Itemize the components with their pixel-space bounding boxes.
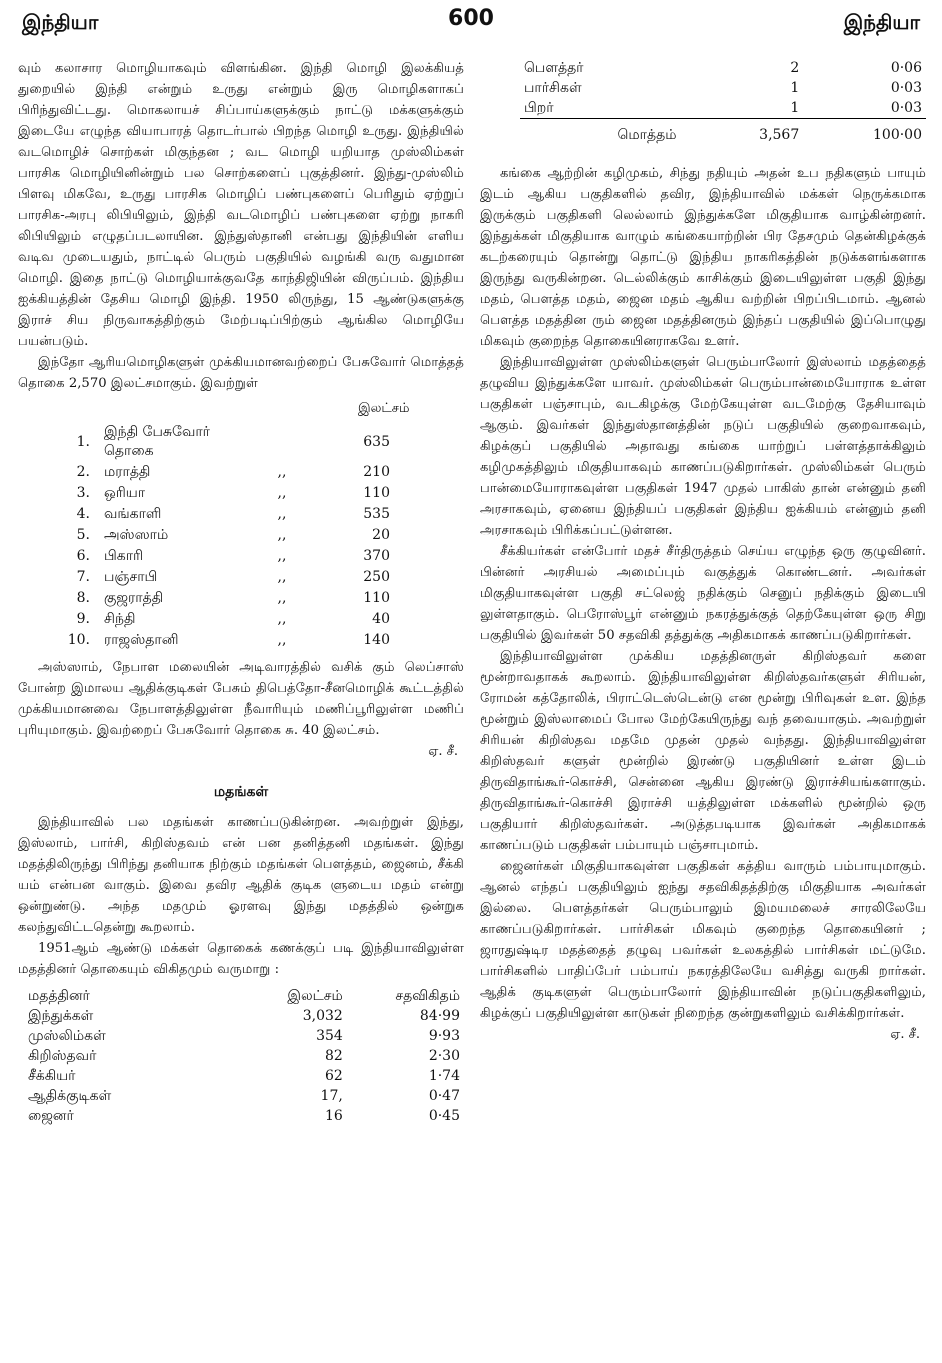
speaker-count: 20 xyxy=(372,527,390,543)
column-header: மதத்தினர் xyxy=(28,988,90,1004)
religion-table-continued xyxy=(520,58,926,145)
table-row xyxy=(48,546,394,567)
ditto-mark: ,, xyxy=(277,506,287,522)
religion-name: பிறர் xyxy=(524,100,554,116)
left-column xyxy=(18,58,464,1126)
ditto-mark: ,, xyxy=(277,632,287,648)
table-row xyxy=(24,1006,464,1026)
table-row xyxy=(48,483,394,504)
language-name: வங்காளி xyxy=(104,506,162,522)
religion-percent: 0·47 xyxy=(428,1088,460,1104)
ditto-mark: ,, xyxy=(277,611,287,627)
religion-name: ஜைனர் xyxy=(28,1108,74,1124)
running-head-left: இந்தியா xyxy=(22,10,99,34)
religion-count: 1 xyxy=(790,100,800,116)
right-column xyxy=(480,58,926,1045)
table-row xyxy=(48,462,394,483)
language-name: குஜராத்தி xyxy=(104,590,164,606)
religion-name: சீக்கியர் xyxy=(28,1068,76,1084)
table-row xyxy=(48,630,394,651)
speaker-count: 535 xyxy=(363,506,390,522)
paragraph: இந்தோ ஆரியமொழிகளுள் முக்கியமானவற்றைப் பேசுவோர் மொத்தத் தொகை 2,570 இலட்சமாகும். இவற்றுள் xyxy=(18,355,464,391)
table-row xyxy=(520,58,926,78)
row-number: 10. xyxy=(67,632,90,648)
religion-percent: 0·45 xyxy=(428,1108,460,1124)
row-number: 9. xyxy=(76,611,90,627)
ditto-mark: ,, xyxy=(277,548,287,564)
speaker-count: 635 xyxy=(363,433,390,450)
language-name: சிந்தி xyxy=(104,611,136,627)
language-name: இந்தி பேசுவோர் தொகை xyxy=(104,424,210,459)
row-number: 5. xyxy=(76,527,90,543)
speaker-count: 40 xyxy=(372,611,390,627)
table-row xyxy=(24,1106,464,1126)
religion-name: பார்சிகள் xyxy=(524,80,582,96)
table-row xyxy=(24,1086,464,1106)
religion-count: 17, xyxy=(320,1088,343,1104)
paragraph: இந்தியாவிலுள்ள முக்கிய மதத்தினருள் கிறிஸ்தவர் களை மூன்றாவதாகக் கூறலாம். இந்தியாவிலுள்ள கிறிஸ்தவர்களுள் சிரியன், ரோமன் கத்தோலிக், பிராட்டெஸ்டென்டு என மூன்று பிரிவுகள் உள. இந்த மூன்றும் இஸ்லாமைப் போல மேற்கேயிருந்து வந் தவையாகும். அவற்றுள் சிரியன் கிறிஸ்தவ மதமே முதன் முதல் வந்தது. இந்தியாவிலுள்ள கிறிஸ்தவர் களுள் மூன்றில் இரண்டு பகுதியினர் உள்ள இடம் திருவிதாங்கூர்-கொச்சி, சென்னை ஆகிய இரண்டு இராச்சியங்களாகும். திருவிதாங்கூர்-கொச்சி இராச்சி யத்திலுள்ள மக்களில் மூன்றில் ஒரு பகுதியார் கிறிஸ்தவர்கள். அடுத்தபடியாக இவர்கள் அதிகமாகக் காணப்படும் பகுதிகள் பம்பாயும் பஞ்சாபுமாம். xyxy=(480,649,926,853)
paragraph: வும் கலாசார மொழியாகவும் விளங்கின. இந்தி மொழி இலக்கியத் துறையில் இந்தி என்றும் உருது என்றும் இரு மொழிகளாகப் பிரிந்துவிட்டது. மொகலாயச் சிப்பாய்களுக்கும் நாட்டு மக்களுக்கும் இடையே எழுந்த வியாபாரத் தொடர்பால் பிறந்த மொழி உருது. இந்தியில் வடமொழிச் சொற்கள் மிகுந்தன ; வட மொழி யறியாத முஸ்லிம்கள் பாரசிக மொழியினின்றும் பல சொற்களைப் புகுத்தினர். இந்து-முஸ்லிம் பிளவு மிகவே, உருது பாரசிக மொழிப் பண்புகளைப் பெரிதும் ஏற்றுப் பாரசிக-அரபு லிபியிலும், இந்தி வடமொழிப் பண்புகளை ஏற்று நாகரி லிபியிலும் எழுதப்படலாயின. இந்துஸ்தானி என்பது இந்தியின் எளிய வடிவ முடையதும், நாட்டில் பெரும் பகுதியில் வழங்கி வரு வதுமான மொழி. இதை நாட்டு மொழியாக்குவதே காந்திஜியின் விருப்பம். இந்திய ஐக்கியத்தின் தேசிய மொழி இந்தி. 1950 லிருந்து, 15 ஆண்டுகளுக்கு இராச் சிய நிருவாகத்திற்கும் மேற்படிப்பிற்கும் ஆங்கில மொழியே பயன்படும். xyxy=(18,61,464,349)
religion-percent: 2·30 xyxy=(428,1048,460,1064)
table-header-row xyxy=(24,986,464,1006)
column-header: இலட்சம் xyxy=(287,988,343,1004)
ditto-mark: ,, xyxy=(277,527,287,543)
total-label: மொத்தம் xyxy=(520,119,690,146)
section-title: மதங்கள் xyxy=(213,784,269,800)
religion-name: இந்துக்கள் xyxy=(28,1008,94,1024)
speaker-count: 110 xyxy=(363,590,390,606)
table-row xyxy=(48,567,394,588)
table-row xyxy=(24,1066,464,1086)
ditto-mark: ,, xyxy=(277,569,287,585)
table-row xyxy=(48,609,394,630)
ditto-mark xyxy=(248,422,316,462)
author-signature: ஏ. சீ. xyxy=(890,1027,920,1042)
religion-count: 1 xyxy=(790,80,800,96)
religion-name: பௌத்தர் xyxy=(524,60,584,76)
language-name: ராஜஸ்தானி xyxy=(104,632,179,648)
religion-count: 62 xyxy=(324,1068,343,1084)
row-number: 8. xyxy=(76,590,90,606)
religion-table xyxy=(24,986,464,1126)
row-number: 7. xyxy=(76,569,90,585)
column-header: சதவிகிதம் xyxy=(395,988,460,1004)
language-name: மராத்தி xyxy=(104,464,151,480)
language-table xyxy=(48,422,394,651)
religion-percent: 0·03 xyxy=(890,100,922,116)
table-row xyxy=(24,1046,464,1066)
author-signature: ஏ. சீ. xyxy=(428,744,458,759)
table-row xyxy=(48,422,394,462)
page-header xyxy=(0,6,942,42)
speaker-count: 140 xyxy=(363,632,390,648)
total-percent: 100·00 xyxy=(803,119,926,146)
language-name: ஒரியா xyxy=(104,485,146,501)
row-number: 2. xyxy=(76,464,90,480)
ditto-mark: ,, xyxy=(277,485,287,501)
row-number: 4. xyxy=(76,506,90,522)
table-row xyxy=(520,98,926,119)
speaker-count: 370 xyxy=(363,548,390,564)
religion-percent: 1·74 xyxy=(428,1068,460,1084)
speaker-count: 250 xyxy=(363,569,390,585)
religion-percent: 84·99 xyxy=(419,1008,460,1024)
table-row xyxy=(48,588,394,609)
row-number: 1. xyxy=(76,433,90,450)
paragraph: அஸ்ஸாம், நேபாள மலையின் அடிவாரத்தில் வசிக் கும் லெப்சாஸ் போன்ற இமாலய ஆதிக்குடிகள் பேசும் திபெத்தோ-சீனமொழிக் கூட்டத்தில் முக்கியமானவை நேபாளத்திலுள்ள நீவாரியும் மணிப்பூரிலுள்ள மணிப் புரியுமாகும். இவற்றைப் பேசுவோர் தொகை சு. 40 இலட்சம். xyxy=(18,660,464,738)
religion-count: 16 xyxy=(324,1108,343,1124)
running-head-right: இந்தியா xyxy=(843,10,920,34)
ditto-mark: ,, xyxy=(277,590,287,606)
religion-count: 3,032 xyxy=(302,1008,343,1024)
table-row xyxy=(520,78,926,98)
paragraph: ஜைனர்கள் மிகுதியாகவுள்ள பகுதிகள் கத்திய வாரும் பம்பாயுமாகும். ஆனல் எந்தப் பகுதியிலும் ஐந்து சதவிகிதத்திற்கு மிகுதியாக அவர்கள் இல்லை. பௌத்தர்கள் பெரும்பாலும் இமயமலைச் சாரலிலேயே காணப்படுகிறார்கள். பார்சிகள் மிகவும் குறைந்த தொகையினர் ; ஜாரதுஷ்டிர மதத்தைத் தழுவு பவர்கள் உலகத்தில் பார்சிகள் மட்டுமே. பார்சிகளில் பாதிப்பேர் பம்பாய் நகரத்திலேயே வசித்து வருகி றார்கள். ஆதிக் குடிகளுள் பெரும்பாலோர் இந்தியாவின் நடுப்பகுதிகளிலும், கிழக்குப் பகுதியிலுள்ள காடுகள் நிறைந்த குன்றுகளிலும் வசிக்கிறார்கள். xyxy=(480,859,926,1021)
paragraph: 1951ஆம் ஆண்டு மக்கள் தொகைக் கணக்குப் படி இந்தியாவிலுள்ள மதத்தினர் தொகையும் விகிதமும் வருமாறு : xyxy=(18,941,464,977)
paragraph: சீக்கியர்கள் என்போர் மதச் சீர்திருத்தம் செய்ய எழுந்த ஒரு குழுவினர். பின்னர் அரசியல் அமைப்பும் வகுத்துக் கொண்டனர். அவர்கள் மிகுதியாகவுள்ள பகுதி சட்லெஜ் நதிக்கும் செனுப் நதிக்கும் இடையி லுள்ளதாகும். பெரோஸ்பூர் என்னும் நகரத்துக்குத் தெற்கேயுள்ள ஒரு சிறு பகுதியில் இவர்கள் 50 சதவிகி தத்துக்கு அதிகமாகக் காணப்படுகிறார்கள். xyxy=(480,544,926,643)
table-row xyxy=(24,1026,464,1046)
religion-percent: 0·03 xyxy=(890,80,922,96)
language-table-unit: இலட்சம் xyxy=(358,401,410,416)
page-number: 600 xyxy=(448,6,494,31)
table-row xyxy=(48,525,394,546)
row-number: 3. xyxy=(76,485,90,501)
religion-percent: 0·06 xyxy=(890,60,922,76)
language-name: பஞ்சாபி xyxy=(104,569,158,585)
table-row xyxy=(48,504,394,525)
religion-name: கிறிஸ்தவர் xyxy=(28,1048,97,1064)
religion-count: 2 xyxy=(790,60,800,76)
speaker-count: 210 xyxy=(363,464,390,480)
row-number: 6. xyxy=(76,548,90,564)
religion-count: 354 xyxy=(316,1028,343,1044)
ditto-mark: ,, xyxy=(277,464,287,480)
paragraph: இந்தியாவில் பல மதங்கள் காணப்படுகின்றன. அவற்றுள் இந்து, இஸ்லாம், பார்சி, கிறிஸ்தவம் என் பன தனித்தனி மதங்கள். இந்து மதத்திலிருந்து பிரிந்து தனியாக நிற்கும் மதங்கள் பௌத்தம், ஜைனம், சீக்கி யம் என்பன வாகும். இவை தவிர ஆதிக் குடிக ளுடைய மதம் என்று ஒன்றுண்டு. அந்த மதமும் ஓரளவு இந்து மதத்தில் ஒன்றுக கலந்துவிட்டதென்று கூறலாம். xyxy=(18,815,464,935)
speaker-count: 110 xyxy=(363,485,390,501)
total-value: 3,567 xyxy=(690,119,803,146)
religion-percent: 9·93 xyxy=(428,1028,460,1044)
language-name: அஸ்ஸாம் xyxy=(104,527,169,543)
language-name: பிகாரி xyxy=(104,548,144,564)
religion-count: 82 xyxy=(324,1048,343,1064)
paragraph: இந்தியாவிலுள்ள முஸ்லிம்களுள் பெரும்பாலோர் இஸ்லாம் மதத்தைத் தழுவிய இந்துக்களே யாவர். முஸ்லிம்கள் பெரும்பான்மையோராக உள்ள பகுதிகள் பஞ்சாபும், வடகிழக்கு மேற்கேயுள்ள வடமேற்கு தேசியாவும் ஆகும். இவர்கள் இந்துஸ்தானத்தின் நடுப் பகுதியில் குறைவாகவும், கிழக்குப் பகுதியில் அதாவது கங்கை யாற்றுப் பள்ளத்தாக்கிலும் கழிமுகத்திலும் மிகுதியாகவும் காணப்படுகிறார்கள். முஸ்லிம்கள் பெரும் பான்மையோராகவுள்ள பகுதிகள் 1947 முதல் பாகிஸ் தான் என்னும் தனி அரசாகவும், ஏனைய இந்தியப் பகுதிகள் இந்திய ஐக்கியம் என்னும் தனி அரசாகவும் பிரிக்கப்பட்டுள்ளன. xyxy=(480,355,926,538)
paragraph: கங்கை ஆற்றின் கழிமுகம், சிந்து நதியும் அதன் உப நதிகளும் பாயும் இடம் ஆகிய பகுதிகளில் தவிர, இந்தியாவில் மக்கள் நெருக்கமாக இருக்கும் பகுதிகளி லெல்லாம் இந்துக்களே மிகுதியாக வாழ்கின்றனர். இந்துக்கள் மிகுதியாக வாழும் கங்கையாற்றின் பிர தேசமும் தென்கிழக்குக் கடற்கரையும் தொன்று தொட்டு இந்திய நாகரிகத்தின் நடுக்களங்களாக இருந்து வருகின்றன. டெல்லிக்கும் காசிக்கும் இடையிலுள்ள பகுதி இந்து மதம், பௌத்த மதம், ஜைன மதம் ஆகிய வற்றின் பிறப்பிடமாம். ஆனல் பௌத்த மதத்தின ரும் ஜைன மதத்தினரும் இந்தப் பகுதியில் இப்பொழுது மிகவும் குறைந்த தொகையினராகவே உளர். xyxy=(480,166,926,349)
religion-name: ஆதிக்குடிகள் xyxy=(28,1088,112,1104)
table-total-row xyxy=(520,119,926,146)
religion-name: முஸ்லிம்கள் xyxy=(28,1028,106,1044)
